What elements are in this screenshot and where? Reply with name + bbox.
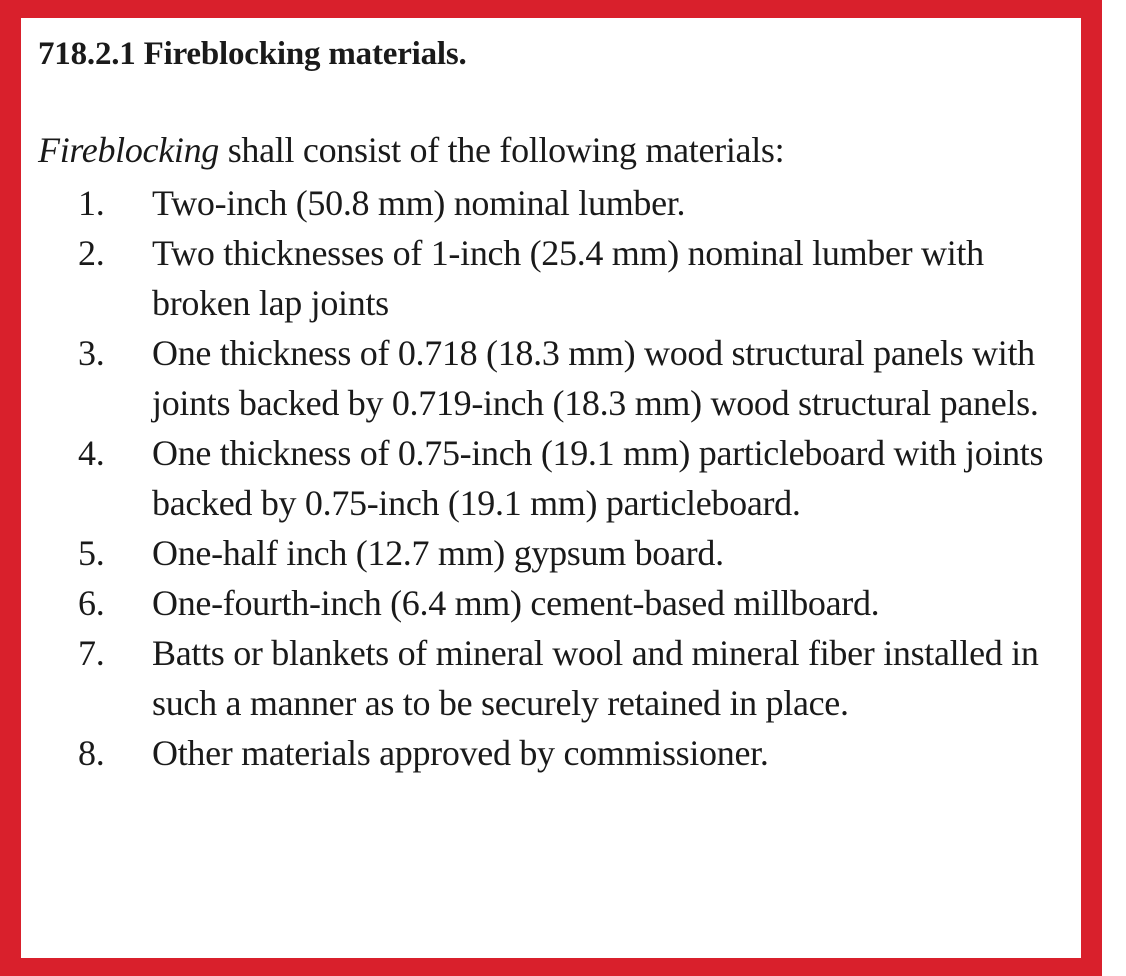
list-item (38, 728, 1071, 778)
item-text: Two thicknesses of 1-inch (25.4 mm) nominal lumber with broken lap joints (152, 233, 984, 323)
list-item (38, 228, 1071, 328)
item-text: Batts or blankets of mineral wool and mineral fiber installed in such a manner as to be securely retained in place. (152, 633, 1039, 723)
item-text: One thickness of 0.75-inch (19.1 mm) particleboard with joints backed by 0.75-inch (19.1 mm) particleboard. (152, 433, 1044, 523)
list-item (38, 328, 1071, 428)
item-number: 2. (78, 233, 105, 273)
item-number: 1. (78, 183, 105, 223)
defined-term: Fireblocking (38, 130, 220, 170)
section-heading: 718.2.1 Fireblocking materials. (38, 36, 467, 72)
item-number: 3. (78, 333, 105, 373)
list-item (38, 628, 1071, 728)
item-text: One-fourth-inch (6.4 mm) cement-based millboard. (152, 583, 880, 623)
item-number: 8. (78, 733, 105, 773)
item-text: One thickness of 0.718 (18.3 mm) wood structural panels with joints backed by 0.719-inch (18.3 mm) wood structural panels. (152, 333, 1039, 423)
item-number: 5. (78, 533, 105, 573)
item-text: Two-inch (50.8 mm) nominal lumber. (152, 183, 686, 223)
list-item (38, 428, 1071, 528)
item-number: 6. (78, 583, 105, 623)
list-item (38, 578, 1071, 628)
materials-list (38, 178, 1071, 778)
item-text: One-half inch (12.7 mm) gypsum board. (152, 533, 724, 573)
list-item (38, 178, 1071, 228)
item-text: Other materials approved by commissioner. (152, 733, 769, 773)
intro-paragraph (38, 130, 1071, 170)
item-number: 4. (78, 433, 105, 473)
list-item (38, 528, 1071, 578)
document-body (38, 34, 1071, 778)
intro-text: shall consist of the following materials: (219, 130, 785, 170)
item-number: 7. (78, 633, 105, 673)
